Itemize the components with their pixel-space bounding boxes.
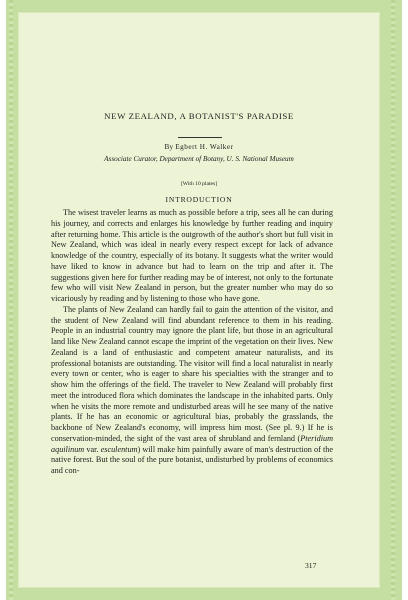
var-word: var. xyxy=(84,444,101,454)
paragraph-1: The wisest traveler learns as much as possible before a trip, sees all he can during his journey, and corrects and enlarges his knowledge by further reading and inquiry after returning home. This article is the outgrowth of the author's short but full visit in New Zealand, which was ideal in nearly every respect except for lack of advance knowledge of the country, especially of its botany. It suggests what the writer would have liked to know in advance but had to learn on the trip and after it. The suggestions given here for further reading may be of interest, not only to the fortunate few who will visit New Zealand in person, but the greater number who may do so vicariously by reading and by listening to those who have gone. xyxy=(51,208,333,303)
plates-note: [With 10 plates] xyxy=(180,181,218,187)
byline-prefix: By xyxy=(164,143,174,151)
binding-stripe-right xyxy=(391,0,395,600)
section-heading: INTRODUCTION xyxy=(165,195,233,204)
document-page xyxy=(18,12,380,588)
title-rule xyxy=(178,137,222,138)
paragraph-2-text-end: ) will make him painfully aware of man's destruction of the native forest. But the soul of the pure botanist, undisturbed by problems of economics and con- xyxy=(51,444,333,475)
species-name: Pteridium aquilinum xyxy=(51,433,333,454)
binding-stripe-left xyxy=(9,0,13,600)
author-affiliation: Associate Curator, Department of Botany, U. S. National Museum xyxy=(104,155,294,163)
paragraph-2-text: The plants of New Zealand can hardly fail to gain the attention of the visitor, and the student of New Zealand will find abundant reference to them in his reading. People in an industrial country may ignore the plant life, but those in an agricultural land like New Zealand cannot escape the imprint of the vegetation on their lives. New Zealand is a land of enthusiastic and competent amateur naturalists, and its professional botanists are outstanding. The visitor will find a local naturalist in nearly every town or center, who is eager to share his specialties with the stranger and to show him the offerings of the field. The traveler to New Zealand will probably first meet the introduced flora which dominates the landscape in the inhabited parts. Only when he visits the more remote and undisturbed areas will he see many of the native plants. If he has an economic or agricultural bias, probably the grasslands, the backbone of New Zealand's economy, will impress him most. (See pl. 9.) If he is conservation-minded, the sight of the vast area of shrubland and fernland ( xyxy=(51,304,333,443)
article-title: NEW ZEALAND, A BOTANIST'S PARADISE xyxy=(104,111,294,121)
byline xyxy=(18,143,380,151)
page-number: 317 xyxy=(305,561,317,570)
paragraph-2 xyxy=(51,305,333,477)
author-name: Egbert H. Walker xyxy=(175,143,234,151)
variety-name: esculentum xyxy=(100,444,138,454)
article-body xyxy=(51,208,333,477)
